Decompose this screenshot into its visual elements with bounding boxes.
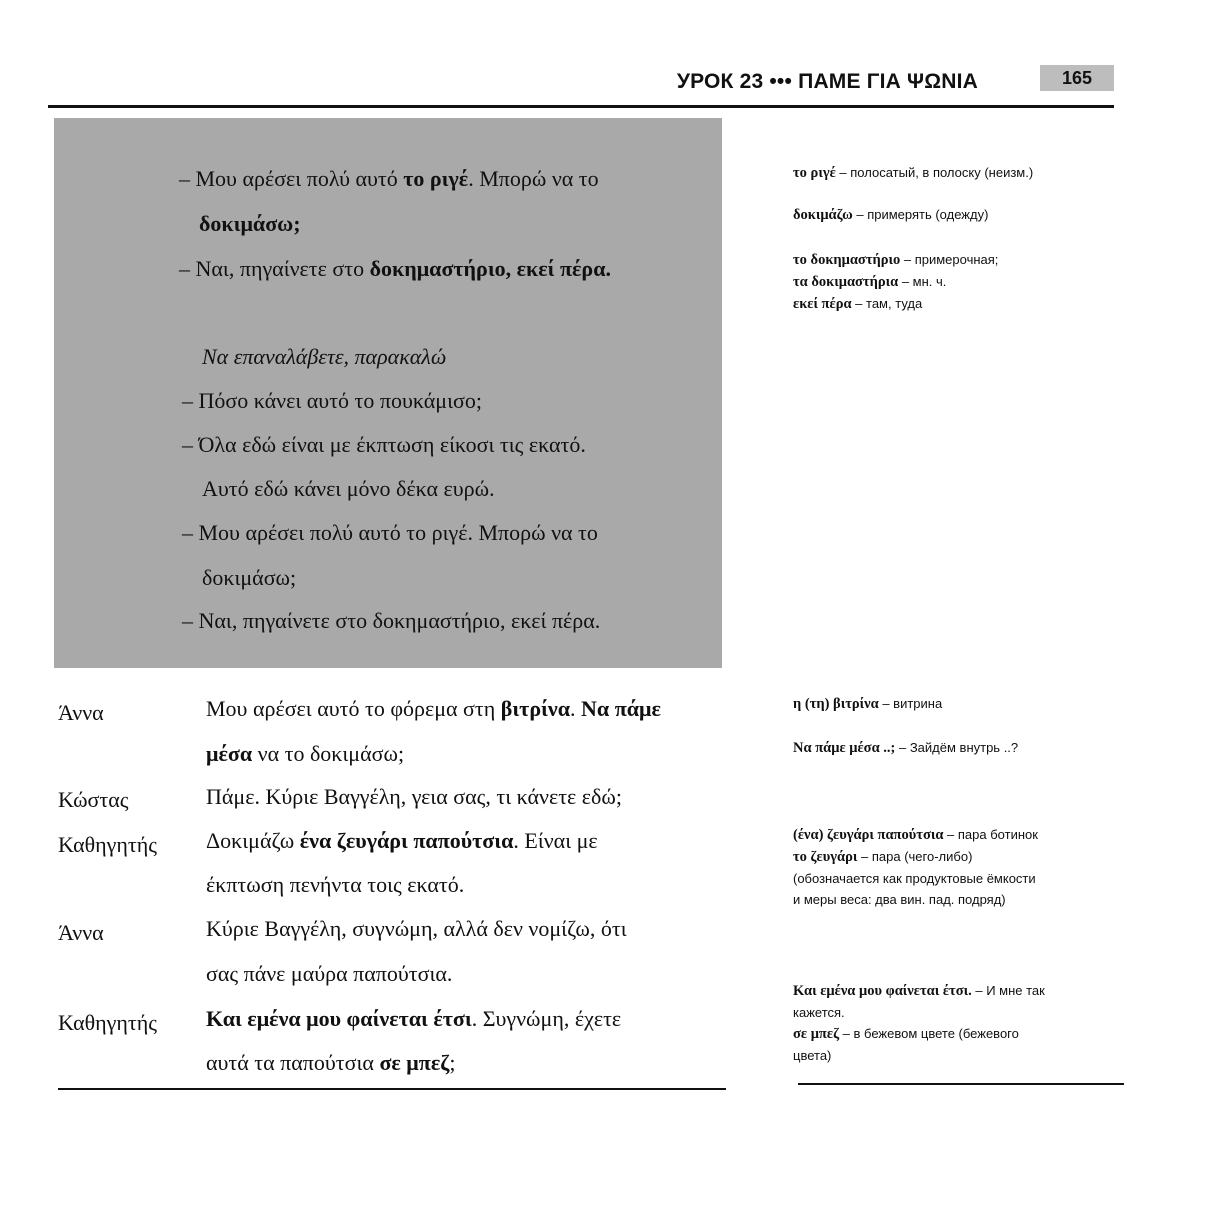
page-header bbox=[48, 62, 1114, 96]
gloss-entry: το ριγέ – полосатый, в полоску (неизм.) bbox=[793, 165, 1034, 181]
speaker-name: Καθηγητής bbox=[58, 832, 157, 857]
gloss-entry: Να πάμε μέσα ..; – Зайдём внутрь ..? bbox=[793, 740, 1019, 756]
dialogue-line: Δοκιμάζω ένα ζευγάρι παπούτσια. Είναι με bbox=[206, 828, 598, 853]
box-line-1: – Μου αρέσει πολύ αυτό το ριγέ. Μπορώ να το bbox=[179, 166, 599, 191]
box-line-9: δοκιμάσω; bbox=[202, 565, 297, 590]
gloss-entry: τα δοκιμαστήρια – мн. ч. bbox=[793, 274, 947, 290]
bottom-rule-left bbox=[58, 1088, 726, 1090]
dialogue-line: Πάμε. Κύριε Βαγγέλη, γεια σας, τι κάνετε εδώ; bbox=[206, 784, 622, 809]
gloss-entry: η (τη) βιτρίνα – витрина bbox=[793, 696, 943, 712]
dialogue-line: αυτά τα παπούτσια σε μπεζ; bbox=[206, 1050, 456, 1075]
bottom-rule-right bbox=[798, 1083, 1124, 1085]
box-line-5: – Πόσο κάνει αυτό το πουκάμισο; bbox=[182, 388, 482, 413]
box-line-4: Να επαναλάβετε, παρακαλώ bbox=[202, 344, 447, 369]
box-line-2: δοκιμάσω; bbox=[199, 211, 301, 236]
dialogue-line: έκπτωση πενήντα τοις εκατό. bbox=[206, 872, 465, 897]
gloss-entry: Και εμένα μου φαίνεται έτσι. – И мне так bbox=[793, 983, 1045, 999]
practice-box bbox=[54, 118, 722, 668]
gloss-entry: το δοκημαστήριο – примерочная; bbox=[793, 252, 999, 268]
chapter-title: УРОК 23 ••• ΠΑΜΕ ΓΙΑ ΨΩΝΙΑ bbox=[676, 70, 978, 93]
glossary-top bbox=[793, 162, 1123, 315]
gloss-entry: σε μπεζ – в бежевом цвете (бежевого bbox=[793, 1026, 1019, 1042]
glossary-bottom-2 bbox=[793, 824, 1123, 910]
box-line-3: – Ναι, πηγαίνετε στο δοκημαστήριο, εκεί πέρα. bbox=[179, 256, 611, 281]
dialogue-line: Και εμένα μου φαίνεται έτσι. Συγνώμη, έχετε bbox=[206, 1006, 622, 1031]
dialogue-line: μέσα να το δοκιμάσω; bbox=[206, 741, 405, 766]
box-line-10: – Ναι, πηγαίνετε στο δοκημαστήριο, εκεί πέρα. bbox=[182, 608, 601, 633]
box-line-8: – Μου αρέσει πολύ αυτό το ριγέ. Μπορώ να το bbox=[182, 520, 598, 545]
gloss-entry: εκεί πέρα – там, туда bbox=[793, 296, 923, 312]
page-number: 165 bbox=[1040, 65, 1114, 91]
speaker-name: Κώστας bbox=[58, 787, 129, 812]
gloss-entry: (ένα) ζευγάρι παπούτσια – пара ботинок bbox=[793, 827, 1038, 843]
gloss-note: и меры веса: два вин. пад. подряд) bbox=[793, 892, 1006, 907]
box-line-7: Αυτό εδώ κάνει μόνο δέκα ευρώ. bbox=[202, 476, 495, 501]
gloss-note: (обозначается как продуктовые ёмкости bbox=[793, 871, 1036, 886]
speaker-name: Άννα bbox=[58, 700, 104, 725]
gloss-entry: δοκιμάζω – примерять (одежду) bbox=[793, 207, 989, 223]
glossary-bottom-3 bbox=[793, 980, 1123, 1066]
box-line-6: – Όλα εδώ είναι με έκπτωση είκοσι τις εκατό. bbox=[182, 432, 586, 457]
speaker-name: Άννα bbox=[58, 920, 104, 945]
dialogue-line: Μου αρέσει αυτό το φόρεμα στη βιτρίνα. Να πάμε bbox=[206, 696, 661, 721]
glossary-bottom-1 bbox=[793, 693, 1123, 759]
gloss-note: кажется. bbox=[793, 1005, 845, 1020]
gloss-entry: το ζευγάρι – пара (чего-либо) bbox=[793, 849, 973, 865]
dialogue-line: Κύριε Βαγγέλη, συγνώμη, αλλά δεν νομίζω, ότι bbox=[206, 916, 627, 941]
header-rule bbox=[48, 105, 1114, 108]
gloss-note: цвета) bbox=[793, 1048, 832, 1063]
dialogue-line: σας πάνε μαύρα παπούτσια. bbox=[206, 961, 453, 986]
speaker-name: Καθηγητής bbox=[58, 1010, 157, 1035]
